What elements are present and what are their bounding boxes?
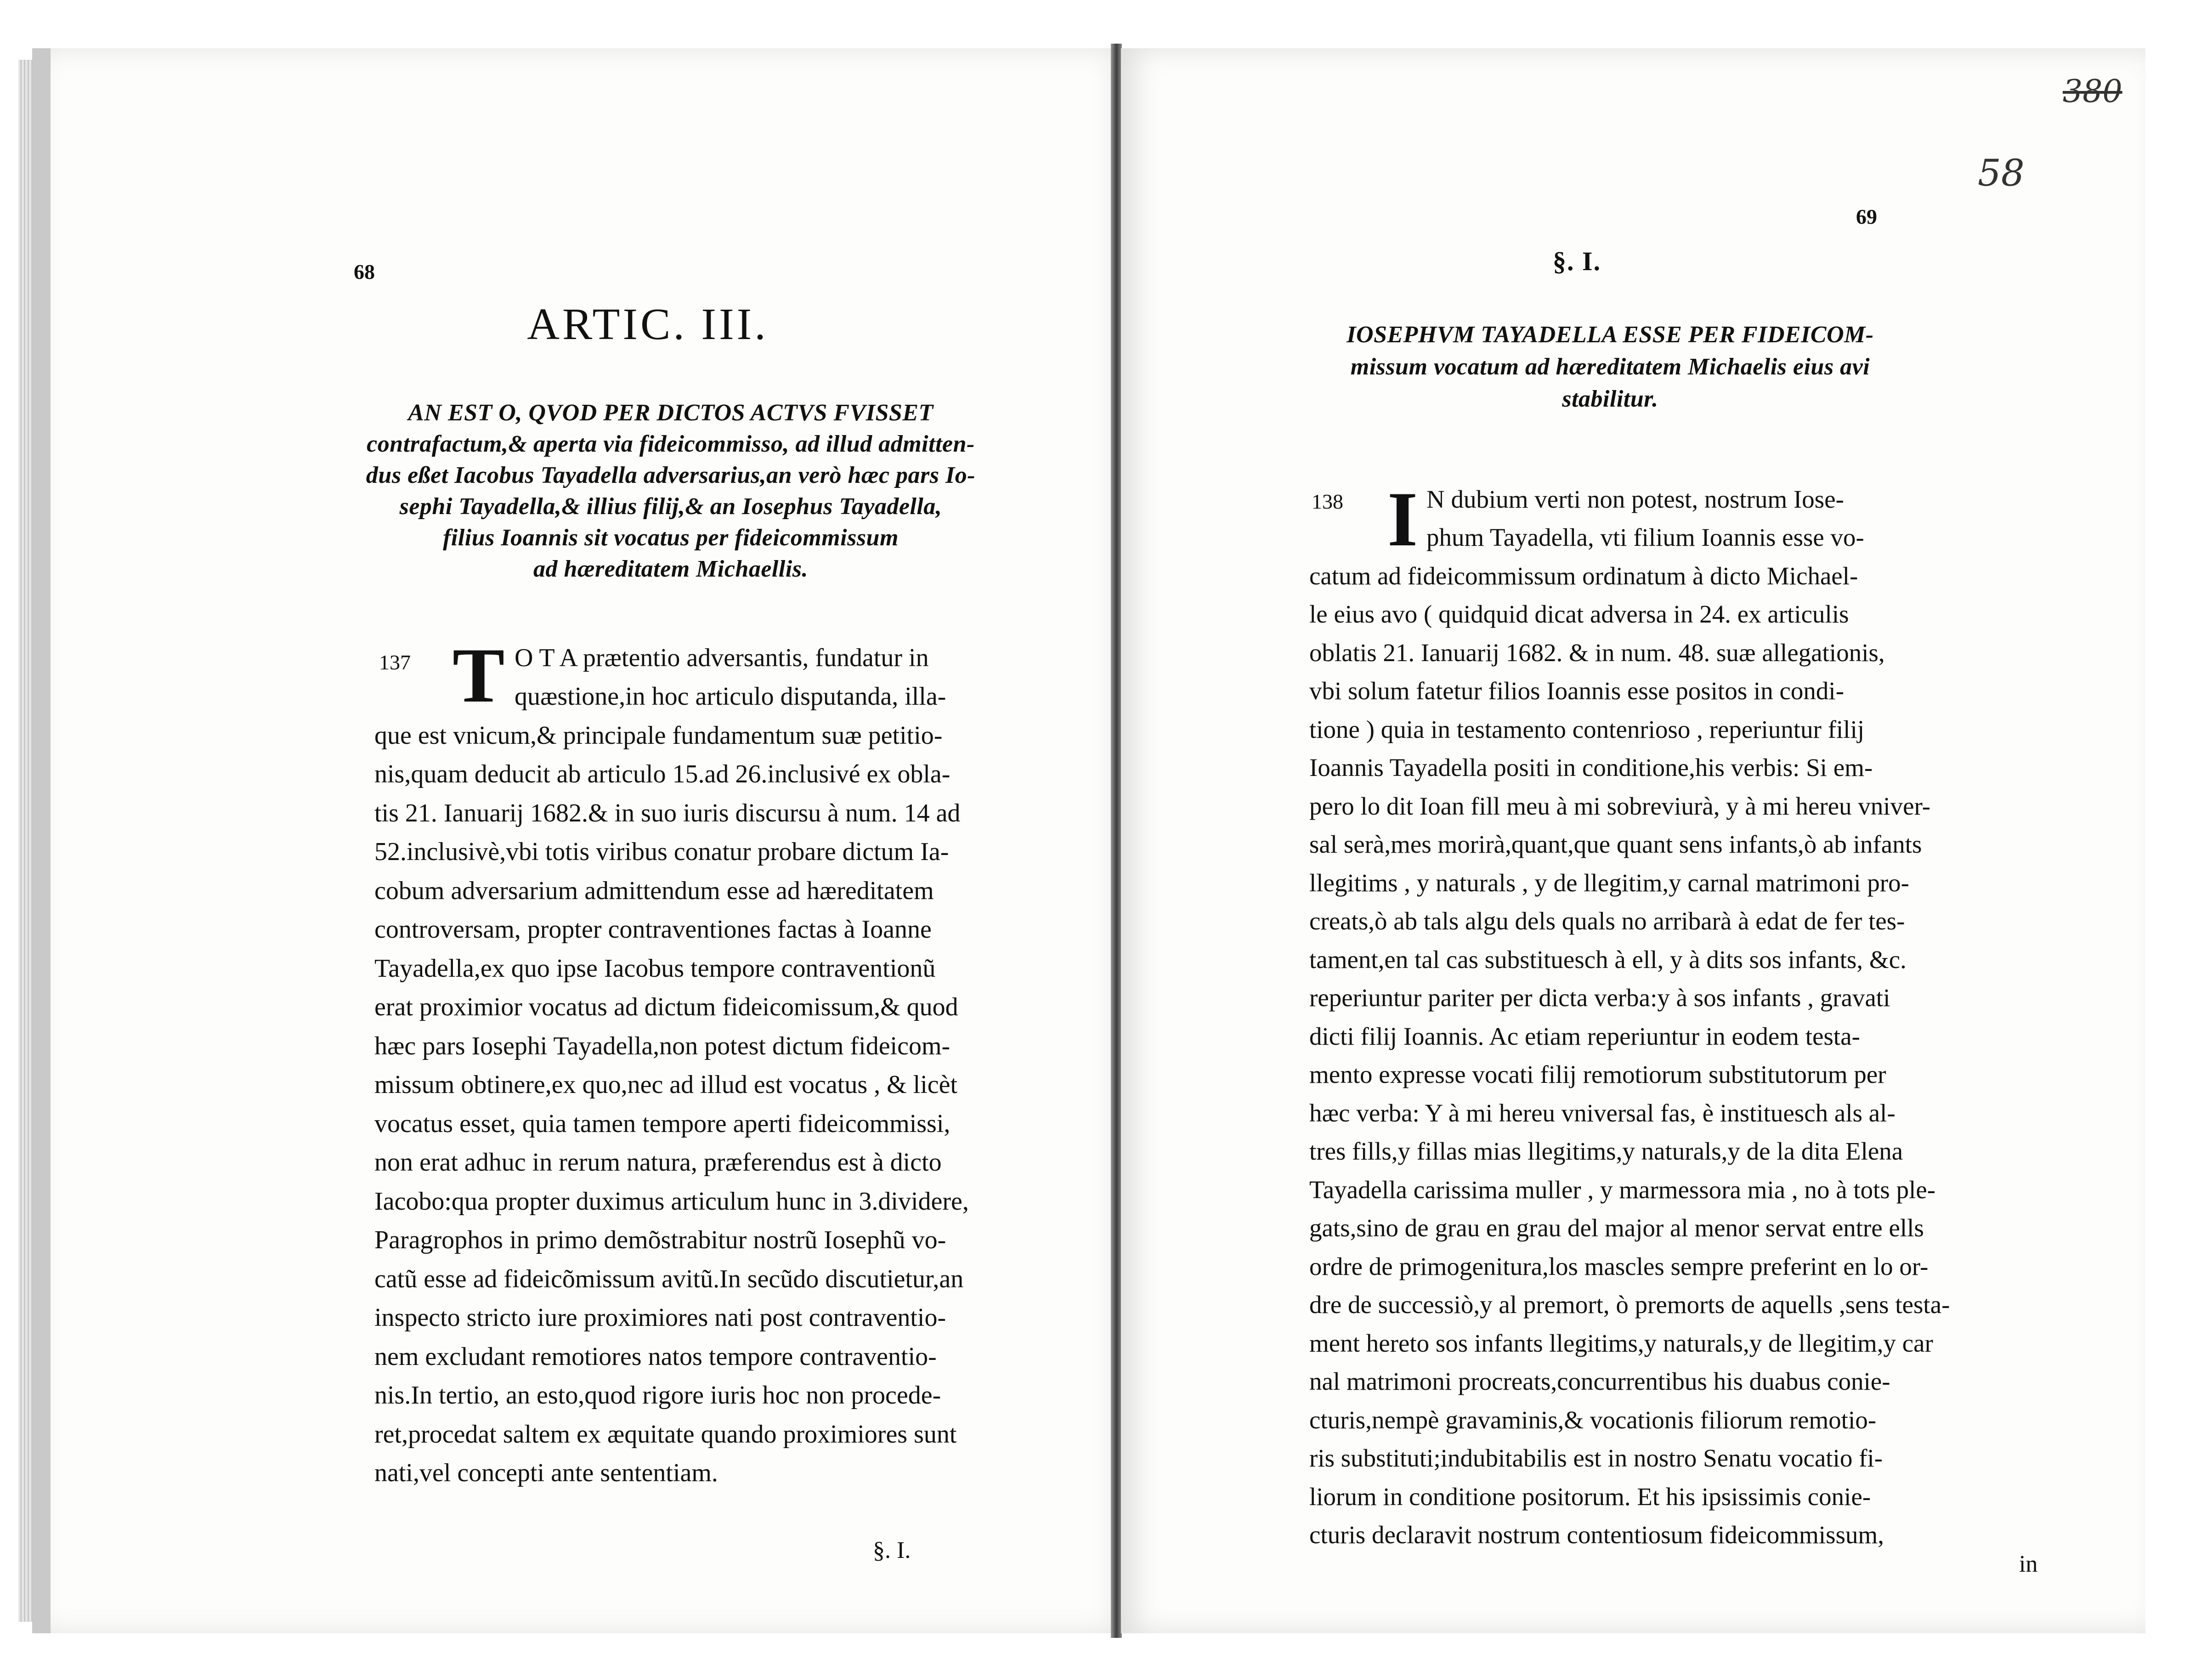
text-line: tis 21. Ianuarij 1682.& in suo iuris discursu à num. 14 ad xyxy=(374,799,961,827)
text-line-italic: dre de successiò,y al premort, ò premorts de aquells ,sens testa- xyxy=(1309,1291,1950,1319)
text-line: phum Tayadella, vti filium Ioannis esse vo- xyxy=(1426,523,1864,551)
text-line: vbi solum fatetur filios Ioannis esse positos in condi- xyxy=(1309,677,1844,705)
text-line: catũ esse ad fideicõmissum avitũ.In secũdo discutietur,an xyxy=(374,1265,964,1293)
text-line: Iacobo:qua propter duximus articulum hunc in 3.dividere, xyxy=(374,1187,969,1216)
page-number: 68 xyxy=(354,260,375,283)
heading-line: dus eßet Iacobus Tayadella adversarius,an verò hæc pars Io- xyxy=(366,462,976,488)
text-line: cturis,nempè gravaminis,& vocationis filiorum remotio- xyxy=(1309,1406,1877,1434)
book-gutter xyxy=(1111,44,1122,1638)
article-title: ARTIC. III. xyxy=(527,300,769,349)
heading-line: AN EST O, QVOD PER DICTOS ACTVS FVISSET xyxy=(408,400,933,426)
text-line-italic: ment hereto sos infants llegitims,y naturals,y de llegitim,y car xyxy=(1309,1329,1933,1357)
text-line: nati,vel concepti ante sententiam. xyxy=(374,1459,718,1487)
text-line: missum obtinere,ex quo,nec ad illud est vocatus , & licèt xyxy=(374,1070,958,1099)
text-line: inspecto stricto iure proximiores nati post contraventio- xyxy=(374,1303,946,1332)
paragraph-number: 137 xyxy=(379,651,411,674)
text-line: ris substituti;indubitabilis est in nostro Senatu vocatio fi- xyxy=(1309,1444,1883,1472)
text-line-italic: Tayadella carissima muller , y marmessora mia , no à tots ple- xyxy=(1309,1176,1936,1204)
text-line-italic: gats,sino de grau en grau del major al menor servat entre ells xyxy=(1309,1214,1924,1242)
paragraph-number: 138 xyxy=(1312,490,1343,513)
text-line: dicti filij Ioannis. Ac etiam reperiuntur in eodem testa- xyxy=(1309,1022,1860,1050)
text-line: quæstione,in hoc articulo disputanda, illa- xyxy=(515,682,946,711)
text-line: 52.inclusivè,vbi totis viribus conatur probare dictum Ia- xyxy=(374,838,949,866)
text-line: nal matrimoni procreats,concurrentibus his duabus conie- xyxy=(1309,1367,1890,1395)
heading-line: stabilitur. xyxy=(1562,386,1658,412)
drop-cap: T xyxy=(453,632,505,719)
text-line-italic: creats,ò ab tals algu dels quals no arribarà à edat de fer tes- xyxy=(1309,907,1905,935)
handwritten-folio-struck: 380 xyxy=(2063,74,2122,110)
text-line-italic: tament,en tal cas substituesch à ell, y à dits sos infants, &c. xyxy=(1309,946,1907,974)
drop-cap: I xyxy=(1387,476,1418,562)
text-line-italic: tres fills,y fillas mias llegitims,y naturals,y de la dita Elena xyxy=(1309,1137,1903,1165)
text-line: catum ad fideicommissum ordinatum à dicto Michael- xyxy=(1309,562,1858,590)
handwritten-folio: 58 xyxy=(1978,152,2025,194)
text-line: non erat adhuc in rerum natura, præferendus est à dicto xyxy=(374,1148,942,1177)
text-line: O T A prætentio adversantis, fundatur in xyxy=(515,644,929,672)
page-number: 69 xyxy=(1856,205,1877,228)
text-line: liorum in conditione positorum. Et his ipsissimis conie- xyxy=(1309,1483,1871,1511)
right-page xyxy=(1121,48,2145,1633)
text-line: N dubium verti non potest, nostrum Iose- xyxy=(1426,485,1844,513)
text-line-italic: pero lo dit Ioan fill meu à mi sobreviurà, y à mi hereu vniver- xyxy=(1309,792,1931,820)
text-line: Paragrophos in primo demõstrabitur nostrũ Iosephũ vo- xyxy=(374,1226,946,1254)
text-line: Ioannis Tayadella positi in conditione,his verbis: Si em- xyxy=(1309,753,1873,781)
heading-line: sephi Tayadella,& illius filij,& an Iosephus Tayadella, xyxy=(399,493,942,520)
text-line: mento expresse vocati filij remotiorum substitutorum per xyxy=(1309,1060,1886,1088)
text-line: nis.In tertio, an esto,quod rigore iuris hoc non procede- xyxy=(374,1381,941,1410)
heading-line: missum vocatum ad hæreditatem Michaelis eius avi xyxy=(1350,354,1870,380)
text-line: ret,procedat saltem ex æquitate quando proximiores sunt xyxy=(374,1420,957,1449)
text-line: erat proximior vocatus ad dictum fideicomissum,& quod xyxy=(374,993,958,1021)
text-line: oblatis 21. Ianuarij 1682. & in num. 48. suæ allegationis, xyxy=(1309,639,1885,667)
text-line: tione ) quia in testamento contenrioso , reperiuntur filij xyxy=(1309,715,1865,743)
text-line: nem excludant remotiores natos tempore contraventio- xyxy=(374,1342,937,1371)
heading-line: ad hæreditatem Michaellis. xyxy=(533,556,808,582)
text-line: cturis declaravit nostrum contentiosum fideicommissum, xyxy=(1309,1521,1884,1549)
text-line: hæc pars Iosephi Tayadella,non potest dictum fideicom- xyxy=(374,1032,950,1060)
text-line: reperiuntur pariter per dicta verba:y à sos infants , gravati xyxy=(1309,984,1890,1012)
heading-line: filius Ioannis sit vocatus per fideicommissum xyxy=(443,525,899,551)
heading-line: contrafactum,& aperta via fideicommisso, ad illud admitten- xyxy=(367,431,975,457)
text-line: Tayadella,ex quo ipse Iacobus tempore contraventionũ xyxy=(374,954,936,983)
catchword: §. I. xyxy=(873,1537,911,1563)
text-line: le eius avo ( quidquid dicat adversa in 24. ex articulis xyxy=(1309,600,1849,628)
text-line: hæc verba: Y à mi hereu vniversal fas, è instituesch als al- xyxy=(1309,1099,1895,1127)
heading-line: IOSEPHVM TAYADELLA ESSE PER FIDEICOM- xyxy=(1346,322,1874,348)
text-line-italic: sal serà,mes morirà,quant,que quant sens infants,ò ab infants xyxy=(1309,830,1922,858)
left-page xyxy=(32,48,1130,1633)
text-line-italic: ordre de primogenitura,los mascles sempre preferint en lo or- xyxy=(1309,1252,1929,1280)
text-line: cobum adversarium admittendum esse ad hæreditatem xyxy=(374,877,934,905)
text-line: nis,quam deducit ab articulo 15.ad 26.inclusivé ex obla- xyxy=(374,760,950,788)
text-line: que est vnicum,& principale fundamentum suæ petitio- xyxy=(374,721,943,750)
catchword: in xyxy=(2019,1551,2038,1577)
text-line: vocatus esset, quia tamen tempore aperti fideicommissi, xyxy=(374,1110,950,1138)
text-line-italic: llegitims , y naturals , y de llegitim,y carnal matrimoni pro- xyxy=(1309,869,1909,897)
section-heading: §. I. xyxy=(1553,246,1601,276)
text-line: controversam, propter contraventiones factas à Ioanne xyxy=(374,915,932,944)
